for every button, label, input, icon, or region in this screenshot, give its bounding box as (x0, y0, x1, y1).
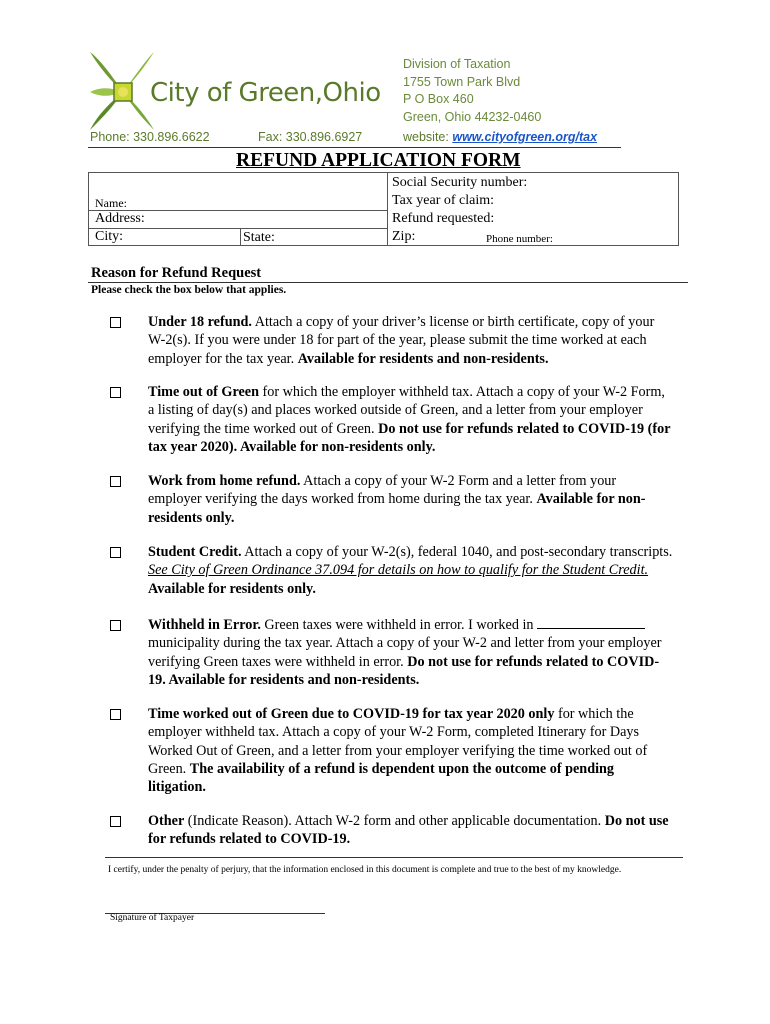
address-line: Division of Taxation (403, 57, 511, 71)
address-line: Green, Ohio 44232-0460 (403, 109, 542, 124)
applicant-info-box (88, 172, 679, 246)
division-address (403, 56, 541, 126)
website (403, 130, 597, 144)
reason-subtitle: Please check the box below that applies. (91, 284, 287, 296)
zip-field[interactable]: Zip: (392, 229, 416, 244)
address-line: P O Box 460 (403, 92, 474, 106)
address-field[interactable]: Address: (95, 211, 145, 226)
website-link[interactable]: www.cityofgreen.org/tax (452, 130, 598, 144)
signature-label: Signature of Taxpayer (110, 913, 195, 923)
box-divider (387, 173, 388, 245)
checkbox[interactable] (110, 476, 121, 487)
name-field[interactable]: Name: (95, 196, 127, 210)
reason-divider (88, 282, 688, 283)
address-line: 1755 Town Park Blvd (403, 74, 521, 89)
ordinance-link[interactable]: See City of Green Ordinance 37.094 for details on how to qualify for the Student Credit. (148, 562, 649, 579)
certify-divider (105, 857, 683, 858)
box-divider (89, 228, 387, 229)
city-field[interactable]: City: (95, 229, 124, 244)
checkbox[interactable] (110, 709, 121, 720)
municipality-blank[interactable] (537, 616, 645, 629)
certify-statement: I certify, under the penalty of perjury, that the information enclosed in this document is complete and true to the best of my knowledge. (108, 865, 622, 875)
ssn-field[interactable]: Social Security number: (392, 175, 528, 190)
refund-requested-field[interactable]: Refund requested: (392, 211, 495, 226)
checkbox[interactable] (110, 387, 121, 398)
phone-field[interactable]: Phone number: (486, 233, 553, 245)
phone-number: Phone: 330.896.6622 (90, 130, 210, 144)
website-label: website: (403, 130, 449, 144)
logo-wordmark: City of Green,Ohio (150, 78, 381, 108)
fax-number: Fax: 330.896.6927 (258, 130, 363, 144)
tax-year-field[interactable]: Tax year of claim: (392, 193, 495, 208)
box-divider (240, 228, 241, 245)
checkbox[interactable] (110, 620, 121, 631)
leaf-logo-icon (88, 50, 158, 134)
state-field[interactable]: State: (243, 230, 275, 245)
checkbox[interactable] (110, 547, 121, 558)
checkbox[interactable] (110, 816, 121, 827)
reason-title: Reason for Refund Request (91, 265, 262, 281)
header-divider (88, 147, 621, 148)
checkbox[interactable] (110, 317, 121, 328)
form-title: REFUND APPLICATION FORM (236, 150, 521, 171)
